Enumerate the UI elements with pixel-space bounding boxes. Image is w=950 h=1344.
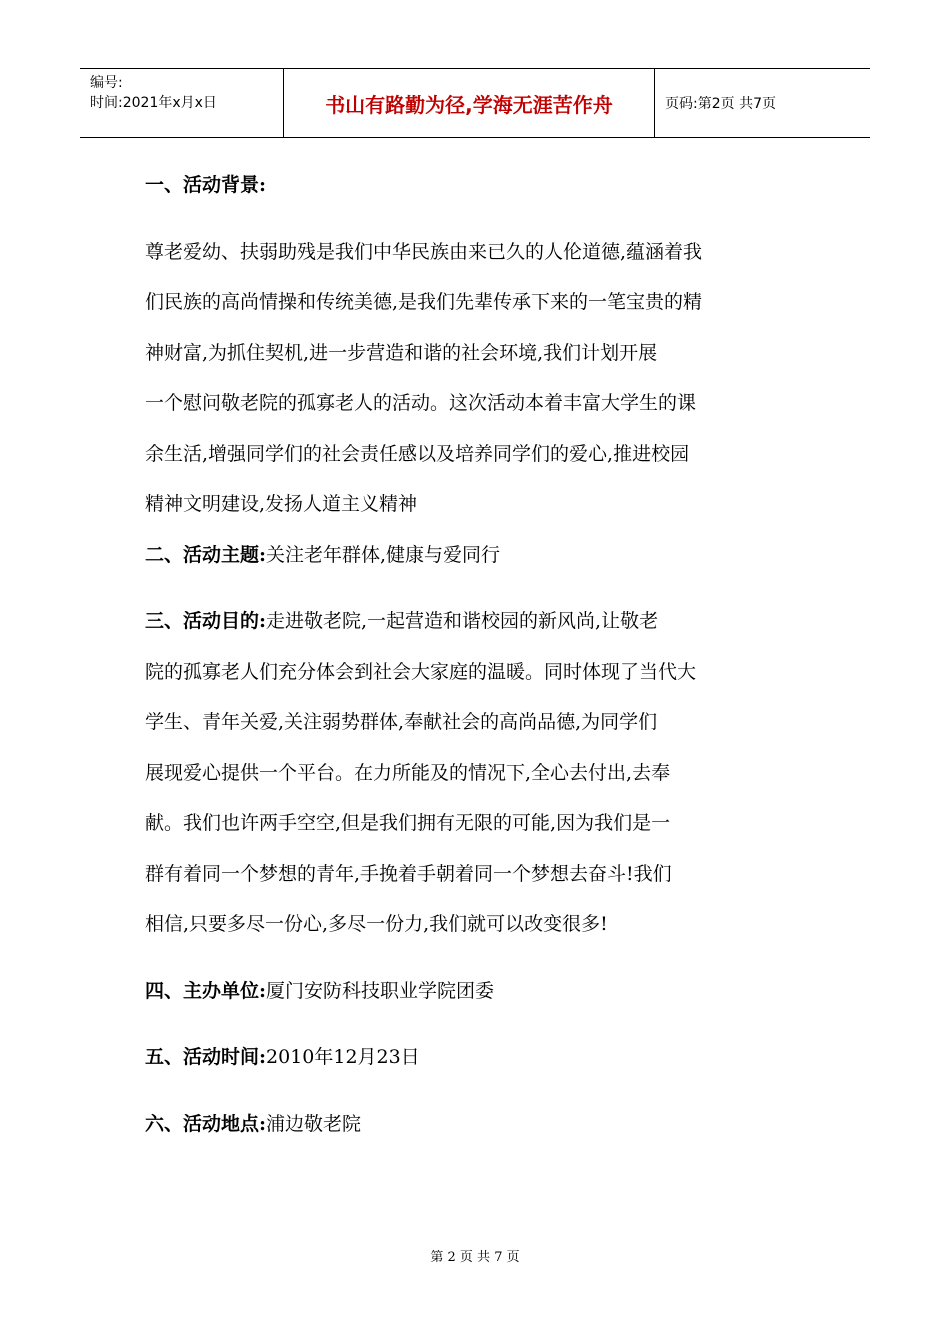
organizer-label: 四、主办单位: xyxy=(145,979,267,1002)
doc-time-label: 时间:2021年x月x日 xyxy=(90,95,217,111)
purpose-line-2: 院的孤寡老人们充分体会到社会大家庭的温暖。同时体现了当代大 xyxy=(145,660,697,683)
background-line-3: 神财富,为抓住契机,进一步营造和谐的社会环境,我们计划开展 xyxy=(145,341,658,364)
place-text: 浦边敬老院 xyxy=(266,1112,362,1135)
background-line-6: 精神文明建设,发扬人道主义精神 xyxy=(145,493,418,515)
header-page-info: 页码:第2页 共7页 xyxy=(665,96,776,112)
section-organizer xyxy=(145,966,810,1017)
page-header xyxy=(80,68,870,138)
document-body xyxy=(145,160,810,1149)
place-label: 六、活动地点: xyxy=(145,1112,267,1135)
doc-number-label: 编号: xyxy=(90,75,123,91)
purpose-label: 三、活动目的: xyxy=(145,610,267,632)
purpose-first-line: 走进敬老院,一起营造和谐校园的新风尚,让敬老 xyxy=(266,610,659,632)
background-line-1: 尊老爱幼、扶弱助残是我们中华民族由来已久的人伦道德,蕴涵着我 xyxy=(145,240,703,263)
purpose-line-7: 相信,只要多尽一份心,多尽一份力,我们就可以改变很多! xyxy=(145,913,608,935)
purpose-line-4: 展现爱心提供一个平台。在力所能及的情况下,全心去付出,去奉 xyxy=(145,761,671,784)
theme-text: 关注老年群体,健康与爱同行 xyxy=(266,543,501,566)
section-purpose xyxy=(145,596,810,647)
section-place xyxy=(145,1099,810,1150)
time-label: 五、活动时间: xyxy=(145,1046,267,1068)
time-text: 2010年12月23日 xyxy=(266,1046,420,1068)
theme-label: 二、活动主题: xyxy=(145,543,267,566)
purpose-line-5: 献。我们也许两手空空,但是我们拥有无限的可能,因为我们是一 xyxy=(145,812,671,834)
purpose-line-6: 群有着同一个梦想的青年,手挽着手朝着同一个梦想去奋斗!我们 xyxy=(145,862,672,885)
background-line-2: 们民族的高尚情操和传统美德,是我们先辈传承下来的一笔宝贵的精 xyxy=(145,291,703,313)
section-theme xyxy=(145,530,810,581)
background-line-5: 余生活,增强同学们的社会责任感以及培养同学们的爱心,推进校园 xyxy=(145,442,690,465)
header-meta xyxy=(80,69,283,137)
header-motto: 书山有路勤为径,学海无涯苦作舟 xyxy=(283,69,655,137)
page-footer: 第 2 页 共 7 页 xyxy=(430,1250,520,1265)
section-time xyxy=(145,1032,810,1083)
section-background-title: 一、活动背景: xyxy=(145,174,267,196)
organizer-text: 厦门安防科技职业学院团委 xyxy=(266,979,495,1002)
purpose-line-3: 学生、青年关爱,关注弱势群体,奉献社会的高尚品德,为同学们 xyxy=(145,711,658,733)
background-line-4: 一个慰问敬老院的孤寡老人的活动。这次活动本着丰富大学生的课 xyxy=(145,392,697,414)
